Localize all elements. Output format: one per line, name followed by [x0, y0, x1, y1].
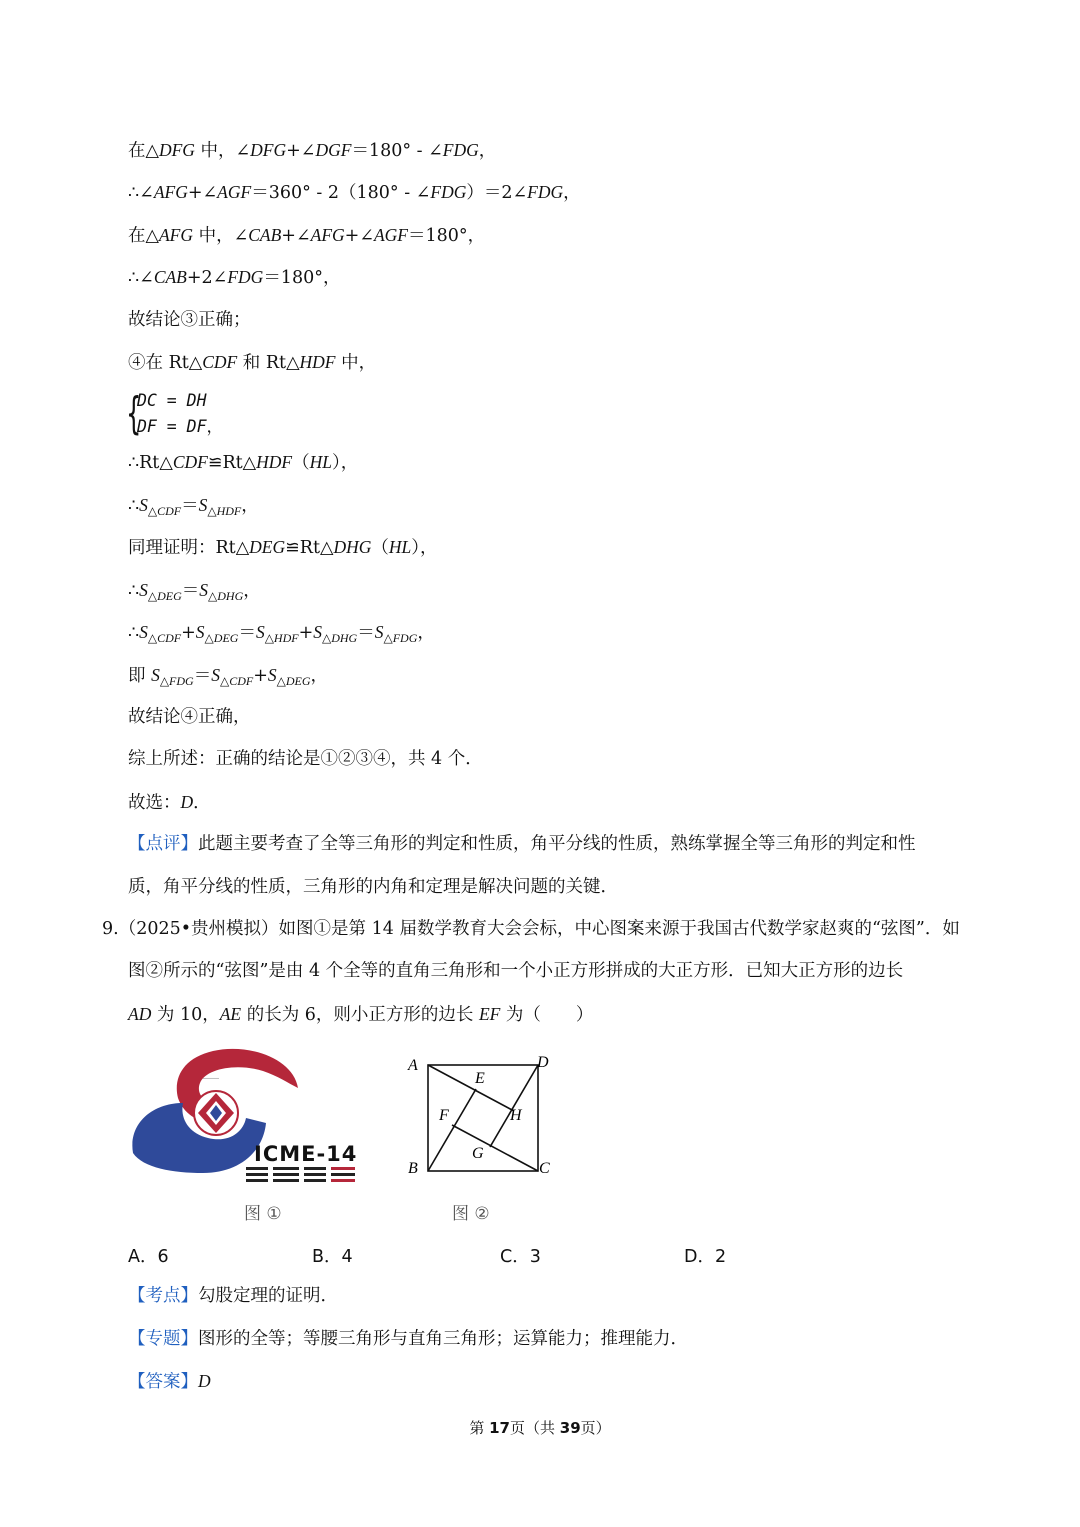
- step-line-2: ∴∠AFG+∠AGF＝360° - 2（180° - ∠FDG）＝2∠FDG，: [128, 182, 581, 203]
- label-A: A: [408, 1057, 418, 1074]
- icme-14-logo-figure: [128, 1043, 368, 1188]
- step-line-4: ∴∠CAB+2∠FDG＝180°，: [128, 267, 341, 288]
- label-H: H: [510, 1107, 522, 1124]
- label-D: D: [537, 1054, 549, 1071]
- figure-1-caption: 图 ①: [244, 1204, 282, 1224]
- equation-row-2: DF = DF，: [137, 417, 224, 436]
- question-9-line-2: 图②所示的“弦图”是由 4 个全等的直角三角形和一个小正方形拼成的大正方形．已知大正方形的边长: [128, 961, 904, 981]
- step-line-12: 即 $S_{\triangle FDG}=S_{\triangle CDF}+S_{\triangle DEG}$，: [128, 665, 329, 688]
- zhuanti-line: 【专题】图形的全等；等腰三角形与直角三角形；运算能力；推理能力．: [128, 1329, 688, 1349]
- equation-system-brace: {: [126, 388, 142, 439]
- logo-text: ICME-14: [254, 1142, 358, 1166]
- step-line-1: 在△DFG 中，∠DFG+∠DGF＝180° - ∠FDG，: [128, 140, 497, 161]
- comment-tag: 【点评】: [128, 834, 198, 854]
- option-d[interactable]: D．2: [684, 1247, 727, 1267]
- step-line-11: $\therefore S_{\triangle CDF}+S_{\triangle DEG}=S_{\triangle HDF}+S_{\triangle DHG}=S_{\triangle FDG}$，: [128, 622, 435, 645]
- step-line-14: 综上所述：正确的结论是①②③④，共 4 个．: [128, 749, 483, 769]
- step-line-8: $\therefore S_{\triangle CDF}=S_{\triangle HDF}$，: [128, 495, 259, 518]
- step-line-15: 故选：D．: [128, 792, 211, 813]
- page-footer: 第 17页（共 39页）: [469, 1419, 611, 1437]
- option-b[interactable]: B．4: [312, 1247, 353, 1267]
- label-E: E: [475, 1070, 485, 1087]
- current-page-number: 17: [489, 1419, 510, 1437]
- figure-2-caption: 图 ②: [452, 1204, 490, 1224]
- kaodian-line: 【考点】勾股定理的证明．: [128, 1286, 338, 1306]
- option-c[interactable]: C．3: [500, 1247, 541, 1267]
- step-line-7: ∴Rt△CDF≌Rt△HDF（HL），: [128, 452, 359, 473]
- question-9-line-1: 9.（2025•贵州模拟）如图①是第 14 届数学教育大会会标，中心图案来源于我国古代数学家赵爽的“弦图”．如: [102, 919, 960, 939]
- svg-text:∙∙∙∙∙∙∙∙: ∙∙∙∙∙∙∙∙: [203, 1074, 219, 1083]
- comment-line-2: 质，角平分线的性质，三角形的内角和定理是解决问题的关键．: [128, 877, 618, 897]
- step-line-5: 故结论③正确；: [128, 310, 251, 330]
- label-F: F: [439, 1107, 449, 1124]
- comment-line-1: 【点评】此题主要考查了全等三角形的判定和性质，角平分线的性质，熟练掌握全等三角形的判定和性: [128, 834, 916, 854]
- label-G: G: [472, 1145, 484, 1162]
- question-9-line-3: AD 为 10，AE 的长为 6，则小正方形的边长 EF 为（ ）: [128, 1004, 594, 1025]
- answer-line: 【答案】D: [128, 1371, 211, 1392]
- label-B: B: [408, 1160, 418, 1177]
- total-page-number: 39: [559, 1419, 581, 1437]
- logo-stripes: [246, 1167, 355, 1182]
- step-line-6: ④在 Rt△CDF 和 Rt△HDF 中，: [128, 352, 377, 373]
- answer-tag: 【答案】: [128, 1372, 198, 1392]
- equation-row-1: DC = DH: [137, 391, 207, 410]
- step-line-9: 同理证明：Rt△DEG≌Rt△DHG（HL），: [128, 537, 438, 558]
- kaodian-tag: 【考点】: [128, 1286, 198, 1306]
- string-diagram-figure: [400, 1048, 560, 1183]
- step-line-13: 故结论④正确，: [128, 707, 251, 727]
- zhuanti-tag: 【专题】: [128, 1329, 198, 1349]
- step-line-10: $\therefore S_{\triangle DEG}=S_{\triangle DHG}$，: [128, 580, 261, 603]
- step-line-3: 在△AFG 中，∠CAB+∠AFG+∠AGF＝180°，: [128, 225, 486, 246]
- label-C: C: [539, 1160, 550, 1177]
- option-a[interactable]: A．6: [128, 1247, 169, 1267]
